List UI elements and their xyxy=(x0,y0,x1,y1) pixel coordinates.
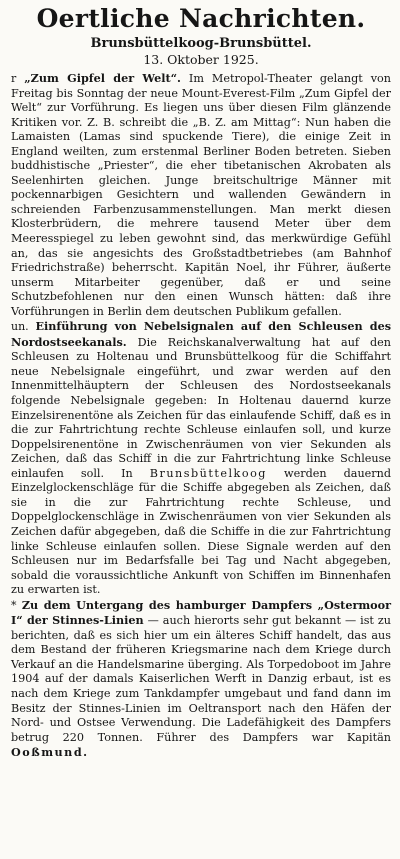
article-lead: Zu dem Untergang des hamburger Dampfers „Ostermoor I“ der Stinnes-Linien xyxy=(11,597,391,628)
section-headline: Oertliche Nachrichten. xyxy=(36,4,366,33)
captain-name: Ooßmund. xyxy=(11,745,89,760)
article-body: — auch hierorts sehr gut bekannt — ist zu berichten, daß es sich hier um ein älteres Schiff handelt, das aus dem Bestand der früheren Kriegsmarine nach dem Kriege durch Verkauf an die Handelsmarine überging. Als Torpedoboot im Jahre 1904 auf der damals Kaiserlichen Werft in Danzig erbaut, ist es nach dem Kriege zum Tankdampfer umgebaut und fand dann im Besitz der Stinnes-Linien im Oeltransport nach den Häfen der Nord- und Ostsee Verwendung. Die Ladefähigkeit des Dampfers betrug 220 Tonnen. Führer des Dampfers war Kapitän xyxy=(11,614,391,744)
article-nebelsignale xyxy=(11,319,391,597)
article-tag: * xyxy=(11,598,17,612)
place-subheading: Brunsbüttelkoog-Brunsbüttel. xyxy=(90,36,312,51)
article-lead: „Zum Gipfel der Welt“. xyxy=(24,71,181,85)
place-name: Brunsbüttelkoog xyxy=(149,466,267,480)
article-tag: un. xyxy=(11,320,29,334)
article-film-gipfel xyxy=(11,71,391,319)
article-lead: Einführung von Nebelsignalen auf den Schleusen des Nordostseekanals. xyxy=(11,319,391,349)
article-dampfer-untergang xyxy=(11,598,391,761)
article-body-continued: werden dauernd Einzelglockenschläge für die Schiffe abgegeben als Zeichen, daß sie in die zur Fahrtrichtung rechte Schleuse, und Doppelglockenschläge in Zwischenräumen von vier Sekunden als Zeichen dafür abgegeben, daß die Schiffe in die zur Fahrtrichtung linke Schleuse einlaufen sollen. Diese Signale werden auf den Schleusen nur im Bedarfsfalle bei Tag und Nacht abgegeben, sobald die voraussichtliche Ankunft von Schiffen im Binnenhafen zu erwarten ist. xyxy=(11,466,391,597)
article-body: Im Metropol-Theater gelangt von Freitag bis Sonntag der neue Mount-Everest-Film „Zum Gipfel der Welt“ zur Vorführung. Es liegen uns über diesen Film glänzende Kritiken vor. Z. B. schreibt die „B. Z. am Mittag“: Nun haben die Lamaisten (Lamas sind spuckende Tiere), die einige Zeit in England weilten, zum erstenmal Berliner Boden betreten. Sieben buddhistische „Priester“, die eher tibetanischen Akrobaten als Seelenhirten gleichen. Junge breitschultrige Männer mit pockennarbigen Gesichtern und wallenden Gewändern in schreienden Farbenzusammenstellungen. Man merkt diesen Klosterbrüdern, die mehrere tausend Meter über dem Meeresspiegel zu leben gewohnt sind, das merkwürdige Gefühl an, das sie angesichts des Großstadtbetriebes (am Bahnhof Friedrichstraße) beherrscht. Kapitän Noel, ihr Führer, äußerte unserm Mitarbeiter gegenüber, daß er und seine Schutzbefohlenen nur den einen Wunsch hätten: daß ihre Vorführungen in Berlin dem deutschen Publikum gefallen. xyxy=(11,72,391,318)
dateline: 13. Oktober 1925. xyxy=(143,52,259,67)
article-tag: r xyxy=(11,72,17,85)
article-body: Die Reichskanalverwaltung hat auf den Schleusen zu Holtenau und Brunsbüttelkoog für die Schiffahrt neue Nebelsignale eingeführt, und zwar werden auf den Innenmittelhäuptern der Schleusen des Nordostseekanals folgende Nebelsignale gegeben: In Holtenau dauernd kurze Einzelsirenentöne als Zeichen für das einlaufende Schiff, daß es in die zur Fahrtrichtung rechte Schleuse einlaufen soll, und kurze Doppelsirenentöne in Zwischenräumen von vier Sekunden als Zeichen, daß das Schiff in die zur Fahrtrichtung linke Schleuse einlaufen soll. In xyxy=(11,335,391,480)
